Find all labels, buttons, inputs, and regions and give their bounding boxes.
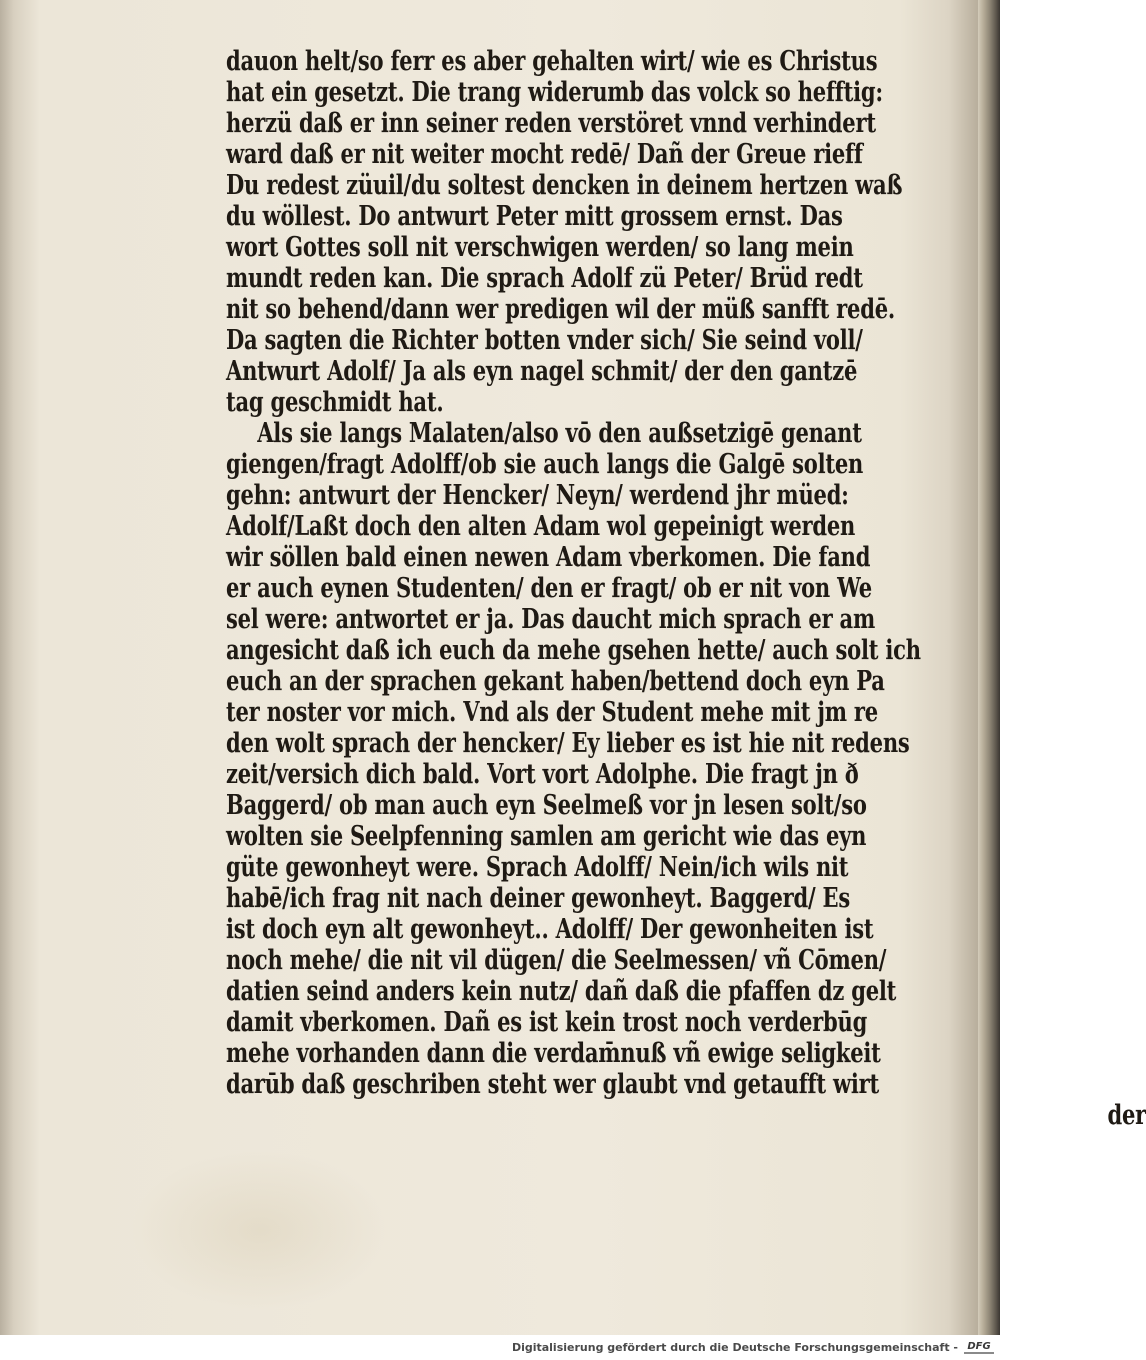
- text-line-paragraph-start: Als sie langs Malaten/also vō den außsetzigē genant: [257, 418, 862, 449]
- text-line: hat ein gesetzt. Die trang widerumb das volck so hefftig:: [226, 77, 883, 108]
- text-line: zeit/versich dich bald. Vort vort Adolphe. Die fragt jn ð: [226, 759, 859, 790]
- catchword: der: [1107, 1100, 1146, 1131]
- text-line: er auch eynen Studenten/ den er fragt/ ob er nit von We: [226, 573, 872, 604]
- text-line: Baggerd/ ob man auch eyn Seelmeß vor jn lesen solt/so: [226, 790, 867, 821]
- text-line: euch an der sprachen gekant haben/bettend doch eyn Pa: [226, 666, 885, 697]
- text-line: güte gewonheyt were. Sprach Adolff/ Nein/ich wils nit: [226, 852, 849, 883]
- text-line: darūb daß geschriben steht wer glaubt vnd getaufft wirt: [226, 1069, 879, 1100]
- text-line: Adolf/Laßt doch den alten Adam wol gepeinigt werden: [226, 511, 856, 542]
- printed-text-block: [226, 46, 1146, 1131]
- text-line: Da sagten die Richter botten vnder sich/ Sie seind voll/: [226, 325, 863, 356]
- text-line: ter noster vor mich. Vnd als der Student mehe mit jm re: [226, 697, 878, 728]
- text-line: sel were: antwortet er ja. Das daucht mich sprach er am: [226, 604, 876, 635]
- text-line: damit vberkomen. Dañ es ist kein trost noch verderbūg: [226, 1007, 868, 1038]
- text-line: den wolt sprach der hencker/ Ey lieber es ist hie nit redens: [226, 728, 910, 759]
- text-line: gehn: antwurt der Hencker/ Neyn/ werdend jhr müed:: [226, 480, 849, 511]
- footer-bar: [0, 1335, 1000, 1360]
- text-line: mehe vorhanden dann die verdam̄nuß vñ ewige seligkeit: [226, 1038, 881, 1069]
- text-line: ist doch eyn alt gewonheyt.. Adolff/ Der gewonheiten ist: [226, 914, 874, 945]
- text-line: tag geschmidt hat.: [226, 387, 444, 418]
- text-line: Du redest züuil/du soltest dencken in deinem hertzen waß: [226, 170, 903, 201]
- text-line: noch mehe/ die nit vil dügen/ die Seelmessen/ vñ Cōmen/: [226, 945, 887, 976]
- text-line: nit so behend/dann wer predigen wil der müß sanfft redē.: [226, 294, 895, 325]
- text-line: dauon helt/so ferr es aber gehalten wirt/ wie es Christus: [226, 46, 878, 77]
- text-line: giengen/fragt Adolff/ob sie auch langs die Galgē solten: [226, 449, 864, 480]
- text-line: du wöllest. Do antwurt Peter mitt grossem ernst. Das: [226, 201, 843, 232]
- text-line: datien seind anders kein nutz/ dañ daß die pfaffen dz gelt: [226, 976, 897, 1007]
- dfg-logo-icon: DFG: [964, 1340, 994, 1354]
- text-line: angesicht daß ich euch da mehe gsehen hette/ auch solt ich: [226, 635, 921, 666]
- funding-credit: Digitalisierung gefördert durch die Deutsche Forschungsgemeinschaft -: [511, 1341, 958, 1354]
- book-fold-edge: [978, 0, 1000, 1335]
- text-line: herzü daß er inn seiner reden verstöret vnnd verhindert: [226, 108, 876, 139]
- text-line: wir söllen bald einen newen Adam vberkomen. Die fand: [226, 542, 871, 573]
- text-line: Antwurt Adolf/ Ja als eyn nagel schmit/ der den gantzē: [226, 356, 858, 387]
- paper-stain: [130, 1150, 390, 1310]
- text-line: habē/ich frag nit nach deiner gewonheyt. Baggerd/ Es: [226, 883, 850, 914]
- text-line: ward daß er nit weiter mocht redē/ Dañ der Greue rieff: [226, 139, 863, 170]
- text-line: wolten sie Seelpfenning samlen am gericht wie das eyn: [226, 821, 867, 852]
- text-line: wort Gottes soll nit verschwigen werden/ so lang mein: [226, 232, 854, 263]
- text-line: mundt reden kan. Die sprach Adolf zü Peter/ Brüd redt: [226, 263, 863, 294]
